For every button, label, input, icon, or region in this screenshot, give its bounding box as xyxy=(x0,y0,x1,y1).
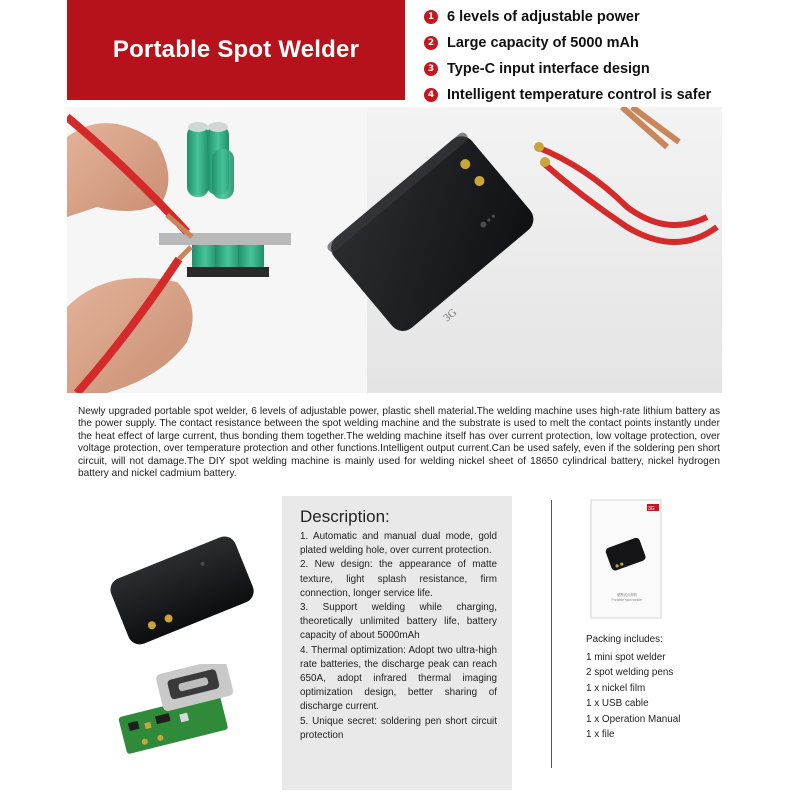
product-logo: 3G xyxy=(441,306,460,325)
box-caption-cn: 便携式点焊机 xyxy=(616,593,638,597)
feature-item xyxy=(424,30,794,56)
box-logo: 3G xyxy=(648,506,655,512)
box-caption-en: Portable spot welder xyxy=(611,598,643,602)
packing-item: 1 mini spot welder xyxy=(586,651,666,663)
feature-item xyxy=(424,56,794,82)
circuit-board-photo xyxy=(108,664,254,754)
packing-item: 1 x nickel film xyxy=(586,682,646,694)
packing-item: 1 x USB cable xyxy=(586,698,649,709)
feature-text: Type-C input interface design xyxy=(447,61,650,77)
description-item: 5. Unique secret: soldering pen short circuit protection xyxy=(300,715,497,741)
description-item: 3. Support welding while charging, theoretically unlimited battery life, battery capacity of about 5000mAh xyxy=(300,602,497,642)
feature-number-badge: 2 xyxy=(424,36,438,50)
title-banner xyxy=(67,0,405,100)
packing-heading: Packing includes: xyxy=(586,634,663,645)
description-item: 4. Thermal optimization: Adopt two ultra-high rate batteries, the discharge peak can reach 650A, adopt infrared thermal imaging optimization design, better sharing of discharge current. xyxy=(300,644,497,713)
feature-item xyxy=(424,4,794,30)
welder-device-photo xyxy=(100,528,260,646)
packing-list xyxy=(586,634,680,743)
description-list xyxy=(300,530,497,743)
feature-text: Large capacity of 5000 mAh xyxy=(447,35,639,51)
page-title: Portable Spot Welder xyxy=(112,36,360,63)
vertical-divider xyxy=(551,500,552,768)
product-hero-photo xyxy=(67,107,722,393)
feature-number-badge: 4 xyxy=(424,88,438,102)
packaging-box-photo xyxy=(589,498,665,622)
packing-item: 1 x file xyxy=(586,729,615,740)
feature-number-badge: 1 xyxy=(424,10,438,24)
description-heading: Description: xyxy=(300,507,390,526)
packing-item: 2 spot welding pens xyxy=(586,667,674,678)
feature-text: 6 levels of adjustable power xyxy=(447,9,640,25)
feature-item xyxy=(424,82,794,108)
packing-items xyxy=(586,650,680,743)
intro-paragraph: Newly upgraded portable spot welder, 6 levels of adjustable power, plastic shell material.The welding machine uses high-rate lithium battery as the power supply. The contact resistance between the spot welding machine and the substrate is used to melt the contact points instantly under the heat effect of large current, thus bonding them together.The welding machine itself has over current protection, low voltage protection, over voltage protection, over temperature protection and other functions.Intelligent output current.Can be used safely, even if the soldering pen short circuit, will not damage.The DIY spot welding machine is mainly used for welding nickel sheet of 18650 cylindrical battery, nickel hydrogen battery and nickel cadmium battery. xyxy=(78,406,720,480)
description-item: 2. New design: the appearance of matte texture, light splash resistance, firm connection, longer service life. xyxy=(300,559,497,599)
description-item: 1. Automatic and manual dual mode, gold plated welding hole, over current protection. xyxy=(300,531,497,557)
packing-item: 1 x Operation Manual xyxy=(586,713,681,725)
feature-text: Intelligent temperature control is safer xyxy=(447,87,712,103)
feature-number-badge: 3 xyxy=(424,62,438,76)
feature-list xyxy=(424,4,794,108)
description-panel xyxy=(282,496,512,790)
